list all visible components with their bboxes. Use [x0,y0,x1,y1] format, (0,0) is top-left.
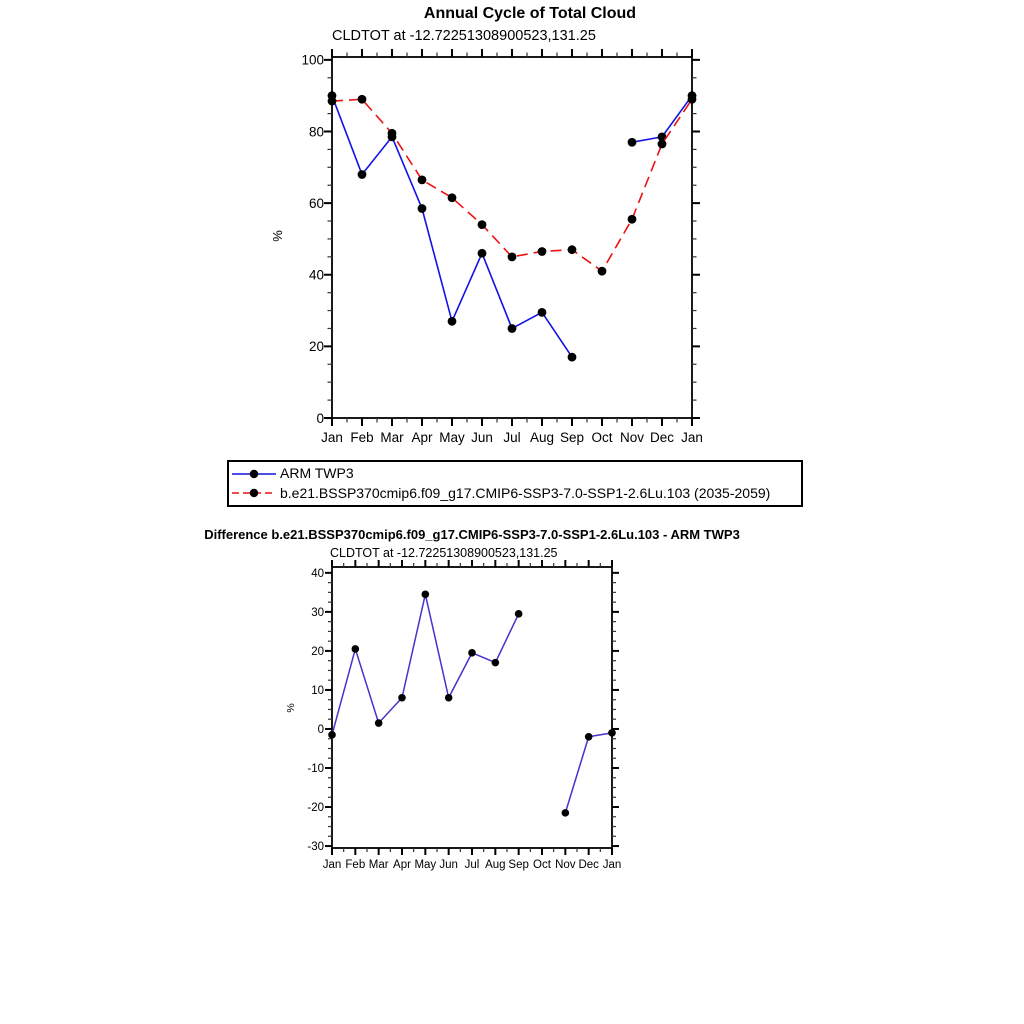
data-point-marker [628,138,637,147]
x-tick-label: Oct [591,430,613,445]
y-tick-label: -10 [307,763,324,776]
data-point-marker [328,731,336,739]
x-tick-label: Feb [350,430,374,445]
data-point-marker [608,729,616,737]
x-tick-label: Jan [602,859,622,871]
data-point-marker [375,719,383,727]
y-tick-label: 40 [308,267,324,283]
legend-line-solid-icon [231,468,277,480]
x-tick-label: Nov [619,430,645,445]
data-point-marker [422,591,430,599]
y-tick-label: 20 [308,339,324,355]
y-tick-label: 60 [308,195,324,211]
series-line [565,733,612,813]
x-tick-label: May [414,859,437,871]
x-tick-label: Jan [321,430,343,445]
x-tick-label: Dec [649,430,675,445]
data-point-marker [448,317,457,326]
x-tick-label: Apr [411,430,433,445]
x-tick-label: Jul [503,430,521,445]
y-tick-label: 100 [301,52,324,68]
data-point-marker [492,659,500,667]
data-point-marker [418,204,427,213]
data-point-marker [688,95,697,104]
y-tick-label: -30 [307,841,324,854]
data-point-marker [352,645,360,653]
data-point-marker [358,95,367,104]
x-tick-label: Mar [368,859,389,871]
legend-label-arm-twp3: ARM TWP3 [280,465,354,482]
data-point-marker [508,252,517,261]
x-tick-label: Aug [485,859,506,871]
y-tick-label: 10 [311,685,324,698]
top-chart-title: Annual Cycle of Total Cloud [423,5,637,22]
y-tick-label: -20 [307,802,324,815]
x-tick-label: Sep [559,430,585,445]
series-line [332,594,519,735]
bottom-chart-subtitle: CLDTOT at -12.72251308900523,131.25 [330,546,558,560]
data-point-marker [538,308,547,317]
data-point-marker [538,247,547,256]
x-tick-label: Mar [380,430,404,445]
x-tick-label: Jun [439,859,458,871]
x-tick-label: Jul [464,859,480,871]
data-point-marker [568,353,577,362]
data-point-marker [358,170,367,179]
legend [227,460,803,507]
y-tick-label: 40 [311,567,324,580]
x-tick-label: Oct [533,859,551,871]
data-point-marker [445,694,453,702]
legend-item-model [231,486,801,501]
data-point-marker [418,175,427,184]
x-tick-label: Aug [529,430,555,445]
data-point-marker [398,694,406,702]
data-point-marker [468,649,476,657]
legend-item-arm-twp3 [231,466,801,481]
y-tick-label: 20 [311,646,324,659]
y-axis-unit-label: % [285,703,297,713]
y-axis-unit-label: % [270,230,285,242]
data-point-marker [628,215,637,224]
data-point-marker [568,245,577,254]
legend-label-model: b.e21.BSSP370cmip6.f09_g17.CMIP6-SSP3-7.0-SSP1-2.6Lu.103 (2035-2059) [280,484,771,501]
x-tick-label: Jun [471,430,493,445]
data-point-marker [478,220,487,229]
x-tick-label: Feb [345,859,366,871]
data-point-marker [658,140,667,149]
data-point-marker [448,193,457,202]
x-tick-label: Dec [578,859,599,871]
top-chart-subtitle: CLDTOT at -12.72251308900523,131.25 [332,28,596,44]
x-tick-label: May [439,430,465,445]
x-tick-label: Nov [555,859,576,871]
x-tick-label: Jan [322,859,342,871]
data-point-marker [585,733,593,741]
data-point-marker [328,97,337,106]
y-tick-label: 0 [317,724,324,737]
y-tick-label: 30 [311,607,324,620]
bottom-chart-title: Difference b.e21.BSSP370cmip6.f09_g17.CMIP6-SSP3-7.0-SSP1-2.6Lu.103 - ARM TWP3 [204,527,740,542]
plot-frame [332,57,692,418]
data-point-marker [515,610,523,618]
data-point-marker [598,267,607,276]
y-tick-label: 0 [316,410,324,426]
y-tick-label: 80 [308,124,324,140]
x-tick-label: Apr [393,859,411,871]
x-tick-label: Jan [681,430,703,445]
data-point-marker [478,249,487,258]
x-tick-label: Sep [508,859,529,871]
legend-line-dashed-icon [231,487,277,499]
data-point-marker [508,324,517,333]
data-point-marker [388,129,397,138]
series-line [332,99,692,271]
data-point-marker [562,809,570,817]
